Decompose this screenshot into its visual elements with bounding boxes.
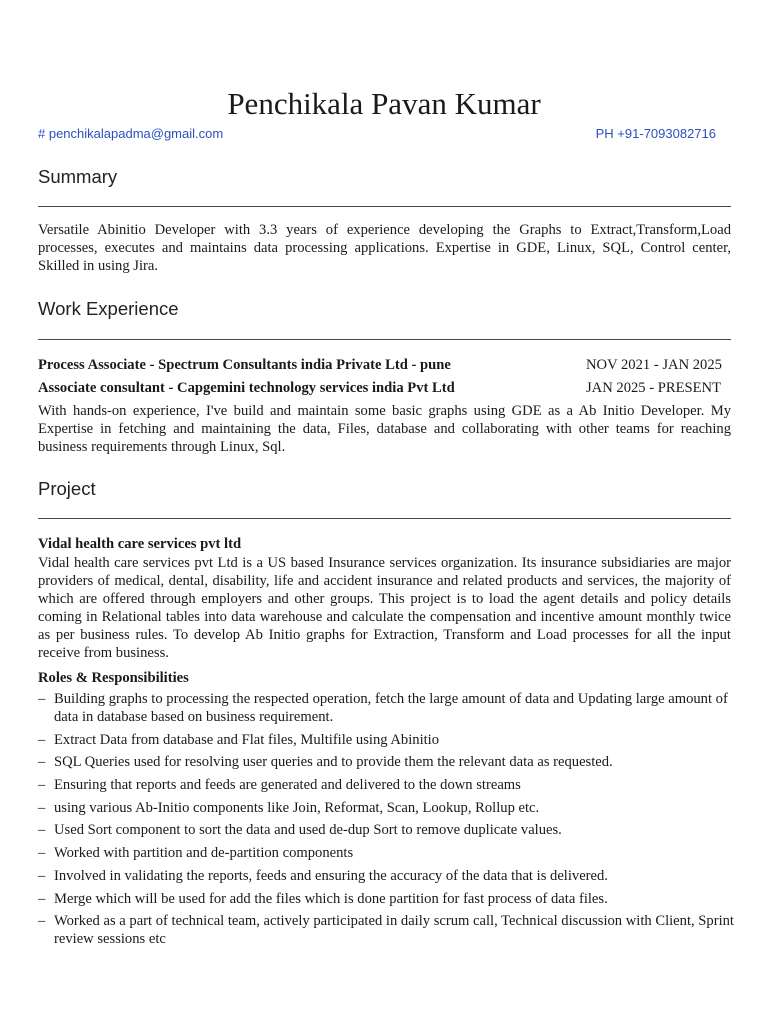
bullet-dash: – [38,731,46,748]
job-role: Process Associate - Spectrum Consultants india Private Ltd - pune [38,357,451,373]
job-dates: NOV 2021 - JAN 2025 [586,357,722,373]
bullet-dash: – [38,754,46,771]
work-experience-heading: Work Experience [38,298,179,319]
list-item: – Worked as a part of technical team, actively participated in daily scrum call, Technical discussion with Client, Sprint review sessions etc [38,913,734,948]
list-item: – Involved in validating the reports, feeds and ensuring the accuracy of the data that is delivered. [38,867,608,884]
bullet-dash: – [38,845,46,862]
bullet-dash: – [38,799,46,816]
project-divider [38,518,731,519]
bullet-dash: – [38,890,46,907]
roles-list [38,690,738,953]
bullet-dash: – [38,913,46,930]
summary-text: Versatile Abinitio Developer with 3.3 years of experience developing the Graphs to Extract,Transform,Load processes, executes and maintains data processing applications. Expertise in GDE, Linux, SQL, Control center, Skilled in using Jira. [38,222,731,274]
job-dates: JAN 2025 - PRESENT [586,380,721,396]
job-entry-1 [38,357,728,374]
list-item: – Building graphs to processing the respected operation, fetch the large amount of data and Updating large amount of data in database based on business requirement. [38,691,728,725]
roles-heading: Roles & Responsibilities [38,670,189,686]
phone-number[interactable]: PH +91-7093082716 [595,126,716,141]
job-entry-2 [38,380,728,397]
bullet-dash: – [38,867,46,884]
work-experience-divider [38,339,731,340]
summary-heading: Summary [38,166,118,187]
work-description: With hands-on experience, I've build and maintain some basic graphs using GDE as a Ab Initio Developer. My Expertise in fetching and maintaining the data, Files, database and collaborating with other teams for reaching business requirements through Linux, Sql. [38,403,731,455]
job-role: Associate consultant - Capgemini technology services india Pvt Ltd [38,380,455,396]
project-heading: Project [38,478,96,499]
list-item: – Used Sort component to sort the data and used de-dup Sort to remove duplicate values. [38,822,562,839]
list-item: – Worked with partition and de-partition components [38,845,354,862]
list-item: – Merge which will be used for add the files which is done partition for fast process of data files. [38,890,608,907]
bullet-dash: – [38,777,46,794]
project-client: Vidal health care services pvt ltd [38,536,242,552]
list-item: – SQL Queries used for resolving user queries and to provide them the relevant data as requested. [38,754,613,771]
email-link[interactable]: # penchikalapadma@gmail.com [38,126,224,141]
project-description: Vidal health care services pvt Ltd is a US based Insurance services organization. Its insurance subsidiaries are major providers of medical, dental, disability, life and accident insurance and related products and services, the majority of which are offered through employers and other groups. This project is to load the agent details and policy details coming in Relational tables into data warehouse and calculate the compensation and incentive amount monthly twice as per business rules. To develop Ab Initio graphs for Extraction, Transform and Load processes for all the input receive from business. [38,555,731,661]
candidate-name: Penchikala Pavan Kumar [227,86,541,121]
bullet-dash: – [38,691,46,707]
summary-divider [38,206,731,207]
list-item: – Extract Data from database and Flat files, Multifile using Abinitio [38,731,440,748]
list-item: – Ensuring that reports and feeds are generated and delivered to the down streams [38,777,521,794]
list-item: – using various Ab-Initio components like Join, Reformat, Scan, Lookup, Rollup etc. [38,799,540,816]
bullet-dash: – [38,822,46,839]
